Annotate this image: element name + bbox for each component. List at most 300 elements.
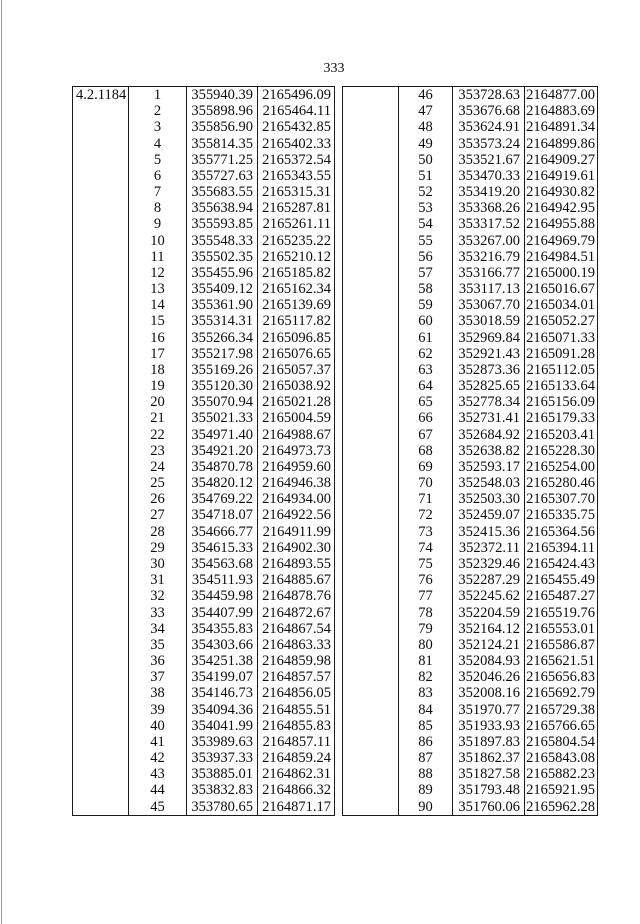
point-number-cell: 88 [399,766,453,782]
point-number-cell: 15 [129,313,187,329]
blank-cell [343,427,399,443]
table-row [343,750,597,766]
table-row [73,766,334,782]
point-number-cell: 35 [129,637,187,653]
table-row [73,152,334,168]
table-row [73,685,334,701]
x-coordinate-cell: 354407.99 [187,605,258,621]
blank-cell [73,540,129,556]
point-number-cell: 5 [129,152,187,168]
x-coordinate-cell: 353624.91 [453,119,525,135]
table-row [343,330,597,346]
y-coordinate-cell: 2164859.24 [262,750,331,767]
y-coordinate-cell: 2165096.85 [262,329,331,346]
y-coordinate-cell: 2165553.01 [526,620,595,637]
point-number-cell: 63 [399,362,453,378]
point-number-cell: 45 [129,799,187,815]
point-number-cell: 87 [399,750,453,766]
table-row [343,313,597,329]
blank-cell [343,750,399,766]
blank-cell [73,766,129,782]
blank-cell [343,475,399,491]
x-coordinate-cell: 355120.30 [187,378,258,394]
y-coordinate-cell: 2165112.05 [526,361,595,378]
y-coordinate-cell: 2164857.57 [262,669,331,686]
blank-cell [343,734,399,750]
x-coordinate-cell: 355683.55 [187,184,258,200]
x-coordinate-cell: 354355.83 [187,621,258,637]
table-row [343,184,597,200]
y-coordinate-cell: 2165394.11 [526,539,595,556]
point-number-cell: 29 [129,540,187,556]
y-coordinate-cell: 2165038.92 [262,378,331,395]
page-number: 333 [323,61,345,76]
table-row [343,378,597,394]
x-coordinate-cell: 355217.98 [187,346,258,362]
y-coordinate-cell: 2164859.98 [262,653,331,670]
blank-cell [343,87,399,103]
point-number-cell: 86 [399,734,453,750]
table-row [343,588,597,604]
y-coordinate-cell: 2164863.33 [262,636,331,653]
table-row [343,718,597,734]
point-number-cell: 54 [399,216,453,232]
blank-cell [343,330,399,346]
point-number-cell: 73 [399,524,453,540]
table-row [73,233,334,249]
point-number-cell: 40 [129,718,187,734]
y-coordinate-cell: 2164866.32 [262,782,331,799]
x-coordinate-cell: 355455.96 [187,265,258,281]
blank-cell [73,702,129,718]
blank-cell [343,216,399,232]
blank-cell [343,540,399,556]
x-coordinate-cell: 353067.70 [453,297,525,313]
y-coordinate-cell: 2164911.99 [262,523,331,540]
blank-cell [343,718,399,734]
table-row [343,281,597,297]
blank-cell [73,507,129,523]
x-coordinate-cell: 355070.94 [187,394,258,410]
x-coordinate-cell: 354563.68 [187,556,258,572]
blank-cell [343,346,399,362]
table-row [73,669,334,685]
point-number-cell: 33 [129,605,187,621]
y-coordinate-cell: 2165962.28 [526,798,595,815]
x-coordinate-cell: 352731.41 [453,410,525,426]
point-number-cell: 68 [399,443,453,459]
point-number-cell: 43 [129,766,187,782]
blank-cell [343,394,399,410]
x-coordinate-cell: 352825.65 [453,378,525,394]
blank-cell [343,103,399,119]
blank-cell [73,605,129,621]
x-coordinate-cell: 353521.67 [453,152,525,168]
y-coordinate-cell: 2164893.55 [262,555,331,572]
table-row [73,491,334,507]
table-row [73,184,334,200]
x-coordinate-cell: 355021.33 [187,410,258,426]
blank-cell [343,685,399,701]
y-coordinate-cell: 2164973.73 [262,442,331,459]
x-coordinate-cell: 352245.62 [453,588,525,604]
y-coordinate-cell: 2165656.83 [526,669,595,686]
x-coordinate-cell: 352969.84 [453,330,525,346]
table-row [73,87,334,103]
point-number-cell: 18 [129,362,187,378]
table-row [73,572,334,588]
point-number-cell: 34 [129,621,187,637]
point-number-cell: 44 [129,782,187,798]
y-coordinate-cell: 2165185.82 [262,264,331,281]
point-number-cell: 76 [399,572,453,588]
x-coordinate-cell: 352921.43 [453,346,525,362]
blank-cell [73,378,129,394]
y-coordinate-cell: 2164883.69 [526,103,595,120]
x-coordinate-cell: 351933.93 [453,718,525,734]
x-coordinate-cell: 355361.90 [187,297,258,313]
x-coordinate-cell: 354820.12 [187,475,258,491]
table-row [343,653,597,669]
x-coordinate-cell: 354718.07 [187,507,258,523]
x-coordinate-cell: 354870.78 [187,459,258,475]
x-coordinate-cell: 353989.63 [187,734,258,750]
point-number-cell: 3 [129,119,187,135]
table-row [343,605,597,621]
x-coordinate-cell: 351862.37 [453,750,525,766]
table-row [343,621,597,637]
x-coordinate-cell: 353470.33 [453,168,525,184]
point-number-cell: 30 [129,556,187,572]
x-coordinate-cell: 352329.46 [453,556,525,572]
point-number-cell: 2 [129,103,187,119]
blank-cell [73,233,129,249]
y-coordinate-cell: 2165621.51 [526,653,595,670]
blank-cell [343,799,399,815]
x-coordinate-cell: 355814.35 [187,136,258,152]
table-row [73,637,334,653]
y-coordinate-cell: 2165139.69 [262,297,331,314]
point-number-cell: 62 [399,346,453,362]
y-coordinate-cell: 2165692.79 [526,685,595,702]
x-coordinate-cell: 354094.36 [187,702,258,718]
point-number-cell: 12 [129,265,187,281]
point-number-cell: 56 [399,249,453,265]
left-coordinate-table [72,86,335,816]
blank-cell [343,588,399,604]
blank-cell [73,556,129,572]
x-coordinate-cell: 355409.12 [187,281,258,297]
table-row [73,782,334,798]
y-coordinate-cell: 2165254.00 [526,458,595,475]
point-number-cell: 1 [129,87,187,103]
blank-cell [343,766,399,782]
blank-cell [343,152,399,168]
table-row [73,394,334,410]
table-row [343,507,597,523]
y-coordinate-cell: 2164857.11 [262,733,331,750]
x-coordinate-cell: 353728.63 [453,87,525,103]
blank-cell [343,313,399,329]
blank-cell [73,152,129,168]
y-coordinate-cell: 2165921.95 [526,782,595,799]
blank-cell [343,621,399,637]
table-row [343,233,597,249]
point-number-cell: 55 [399,233,453,249]
y-coordinate-cell: 2164899.86 [526,135,595,152]
x-coordinate-cell: 355771.25 [187,152,258,168]
x-coordinate-cell: 353368.26 [453,200,525,216]
table-row [73,734,334,750]
x-coordinate-cell: 352164.12 [453,621,525,637]
point-number-cell: 70 [399,475,453,491]
y-coordinate-cell: 2165117.82 [262,313,331,330]
y-coordinate-cell: 2165307.70 [526,491,595,508]
x-coordinate-cell: 352008.16 [453,685,525,701]
point-number-cell: 59 [399,297,453,313]
blank-cell [73,637,129,653]
table-row [73,718,334,734]
point-number-cell: 36 [129,653,187,669]
blank-cell [73,216,129,232]
x-coordinate-cell: 354666.77 [187,524,258,540]
table-row [343,200,597,216]
blank-cell [343,572,399,588]
point-number-cell: 41 [129,734,187,750]
table-row [73,475,334,491]
x-coordinate-cell: 354921.20 [187,443,258,459]
table-row [343,362,597,378]
point-number-cell: 11 [129,249,187,265]
x-coordinate-cell: 354459.98 [187,588,258,604]
x-coordinate-cell: 355593.85 [187,216,258,232]
y-coordinate-cell: 2164878.76 [262,588,331,605]
table-row [73,459,334,475]
x-coordinate-cell: 352503.30 [453,491,525,507]
x-coordinate-cell: 352204.59 [453,605,525,621]
blank-cell [343,556,399,572]
x-coordinate-cell: 352778.34 [453,394,525,410]
point-number-cell: 13 [129,281,187,297]
x-coordinate-cell: 354769.22 [187,491,258,507]
x-coordinate-cell: 351827.58 [453,766,525,782]
table-row [343,394,597,410]
table-row [343,410,597,426]
point-number-cell: 21 [129,410,187,426]
point-number-cell: 38 [129,685,187,701]
y-coordinate-cell: 2165004.59 [262,410,331,427]
point-number-cell: 72 [399,507,453,523]
table-row [73,200,334,216]
blank-cell [343,200,399,216]
x-coordinate-cell: 353885.01 [187,766,258,782]
x-coordinate-cell: 353018.59 [453,313,525,329]
blank-cell [73,750,129,766]
x-coordinate-cell: 354971.40 [187,427,258,443]
y-coordinate-cell: 2164930.82 [526,184,595,201]
point-number-cell: 14 [129,297,187,313]
x-coordinate-cell: 353573.24 [453,136,525,152]
y-coordinate-cell: 2165287.81 [262,200,331,217]
y-coordinate-cell: 2164891.34 [526,119,595,136]
point-number-cell: 28 [129,524,187,540]
y-coordinate-cell: 2164902.30 [262,539,331,556]
table-row [343,734,597,750]
y-coordinate-cell: 2164877.00 [526,87,595,103]
table-row [73,524,334,540]
y-coordinate-cell: 2164946.38 [262,475,331,492]
y-coordinate-cell: 2165402.33 [262,135,331,152]
x-coordinate-cell: 351970.77 [453,702,525,718]
point-number-cell: 57 [399,265,453,281]
point-number-cell: 80 [399,637,453,653]
y-coordinate-cell: 2165133.64 [526,378,595,395]
blank-cell [73,799,129,815]
y-coordinate-cell: 2165487.27 [526,588,595,605]
blank-cell [343,362,399,378]
point-number-cell: 66 [399,410,453,426]
table-row [73,119,334,135]
y-coordinate-cell: 2165424.43 [526,555,595,572]
point-number-cell: 90 [399,799,453,815]
y-coordinate-cell: 2164862.31 [262,766,331,783]
point-number-cell: 10 [129,233,187,249]
blank-cell [343,653,399,669]
blank-cell [73,119,129,135]
y-coordinate-cell: 2165335.75 [526,507,595,524]
point-number-cell: 51 [399,168,453,184]
y-coordinate-cell: 2164909.27 [526,151,595,168]
point-number-cell: 65 [399,394,453,410]
point-number-cell: 27 [129,507,187,523]
point-number-cell: 53 [399,200,453,216]
x-coordinate-cell: 352459.07 [453,507,525,523]
x-coordinate-cell: 355169.26 [187,362,258,378]
table-row [73,249,334,265]
y-coordinate-cell: 2165076.65 [262,345,331,362]
table-row [343,459,597,475]
table-row [73,621,334,637]
blank-cell [73,621,129,637]
table-row [73,653,334,669]
x-coordinate-cell: 352415.36 [453,524,525,540]
blank-cell [73,136,129,152]
point-number-cell: 19 [129,378,187,394]
table-row [343,265,597,281]
blank-cell [73,410,129,426]
table-row [343,87,597,103]
point-number-cell: 4 [129,136,187,152]
point-number-cell: 24 [129,459,187,475]
table-row [343,475,597,491]
table-row [73,443,334,459]
blank-cell [343,507,399,523]
x-coordinate-cell: 355548.33 [187,233,258,249]
x-coordinate-cell: 353166.77 [453,265,525,281]
right-coordinate-table [342,86,598,816]
blank-cell [73,588,129,604]
blank-cell [343,249,399,265]
point-number-cell: 69 [399,459,453,475]
table-row [73,330,334,346]
point-number-cell: 16 [129,330,187,346]
point-number-cell: 83 [399,685,453,701]
table-row [73,427,334,443]
point-number-cell: 74 [399,540,453,556]
y-coordinate-cell: 2165343.55 [262,167,331,184]
table-row [343,443,597,459]
y-coordinate-cell: 2164934.00 [262,491,331,508]
table-row [343,152,597,168]
table-row [73,702,334,718]
table-row [343,799,597,815]
point-number-cell: 17 [129,346,187,362]
x-coordinate-cell: 351897.83 [453,734,525,750]
y-coordinate-cell: 2165000.19 [526,264,595,281]
blank-cell [73,265,129,281]
point-number-cell: 89 [399,782,453,798]
table-row [73,346,334,362]
blank-cell [73,427,129,443]
table-row [73,103,334,119]
y-coordinate-cell: 2165261.11 [262,216,331,233]
blank-cell [73,168,129,184]
point-number-cell: 32 [129,588,187,604]
blank-cell [343,136,399,152]
table-row [73,750,334,766]
y-coordinate-cell: 2165432.85 [262,119,331,136]
y-coordinate-cell: 2165210.12 [262,248,331,265]
blank-cell [73,281,129,297]
y-coordinate-cell: 2164959.60 [262,458,331,475]
x-coordinate-cell: 355638.94 [187,200,258,216]
y-coordinate-cell: 2165179.33 [526,410,595,427]
x-coordinate-cell: 353117.13 [453,281,525,297]
x-coordinate-cell: 354615.33 [187,540,258,556]
table-row [73,281,334,297]
x-coordinate-cell: 355856.90 [187,119,258,135]
blank-cell [343,524,399,540]
y-coordinate-cell: 2165804.54 [526,733,595,750]
y-coordinate-cell: 2165228.30 [526,442,595,459]
blank-cell [343,168,399,184]
blank-cell [73,669,129,685]
table-row [343,766,597,782]
y-coordinate-cell: 2165016.67 [526,281,595,298]
x-coordinate-cell: 351793.48 [453,782,525,798]
point-number-cell: 52 [399,184,453,200]
y-coordinate-cell: 2164872.67 [262,604,331,621]
y-coordinate-cell: 2165496.09 [262,87,331,103]
blank-cell [73,491,129,507]
blank-cell [343,491,399,507]
y-coordinate-cell: 2164885.67 [262,572,331,589]
blank-cell [343,782,399,798]
table-row [73,362,334,378]
y-coordinate-cell: 2164942.95 [526,200,595,217]
point-number-cell: 75 [399,556,453,572]
x-coordinate-cell: 355266.34 [187,330,258,346]
x-coordinate-cell: 355898.96 [187,103,258,119]
y-coordinate-cell: 2164871.17 [262,798,331,815]
point-number-cell: 85 [399,718,453,734]
x-coordinate-cell: 352287.29 [453,572,525,588]
point-number-cell: 7 [129,184,187,200]
x-coordinate-cell: 352873.36 [453,362,525,378]
point-number-cell: 25 [129,475,187,491]
table-row [343,637,597,653]
table-row [73,588,334,604]
